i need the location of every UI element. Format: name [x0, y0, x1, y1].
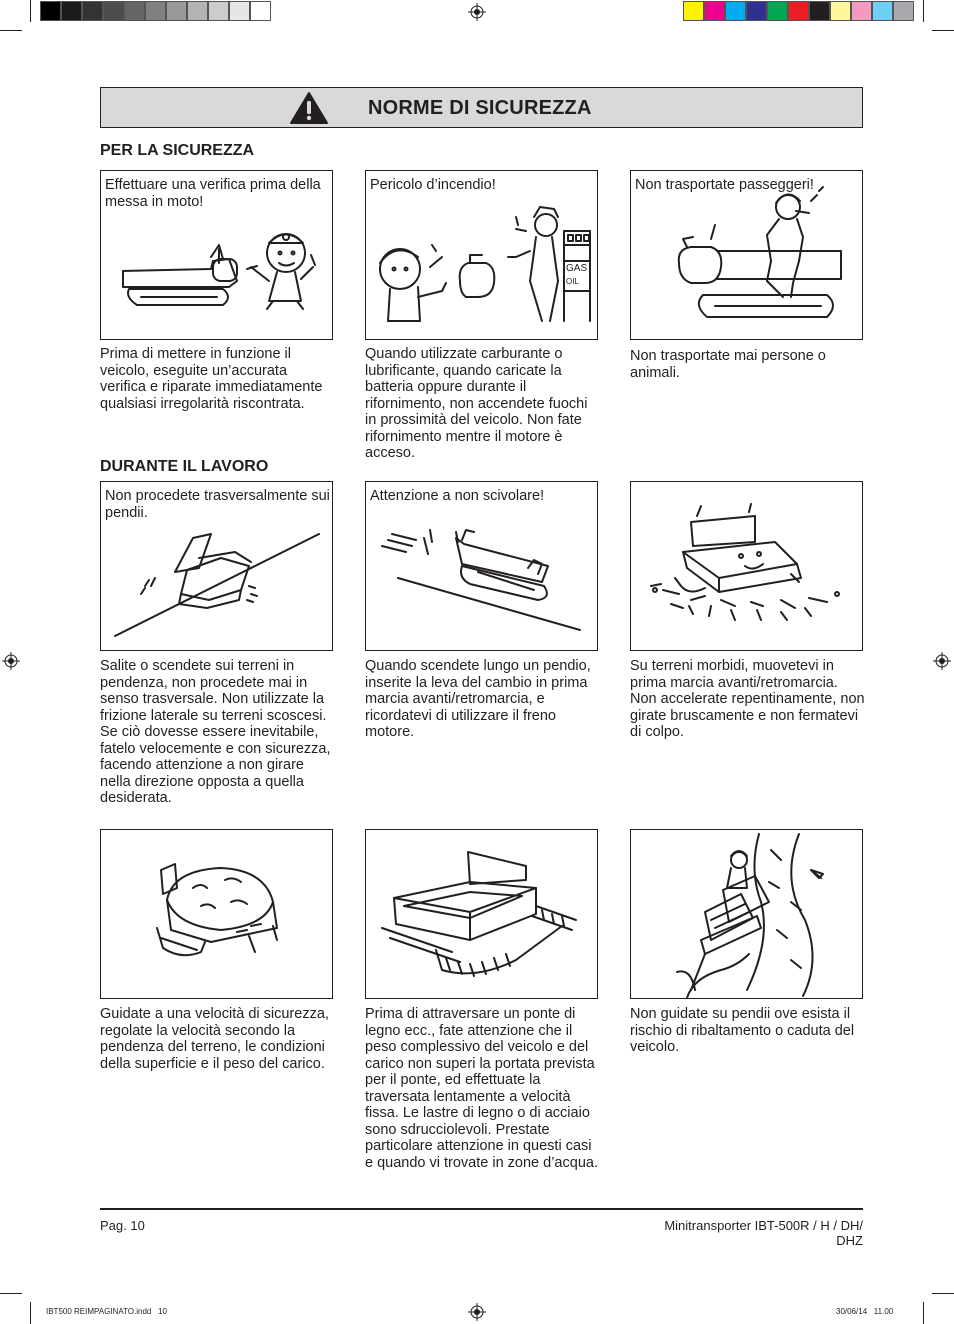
registration-mark-icon	[468, 3, 486, 21]
registration-mark-icon	[2, 652, 20, 670]
page-number: Pag. 10	[100, 1218, 145, 1233]
registration-mark-icon	[468, 1303, 486, 1321]
print-file-slug: IBT500 REIMPAGINATO.indd 10	[46, 1307, 167, 1316]
color-swatch	[767, 1, 788, 21]
color-swatch	[851, 1, 872, 21]
safe-speed-illustration	[101, 830, 333, 999]
gas-sign-text: GAS	[566, 263, 588, 274]
crop-mark	[0, 1293, 22, 1294]
panel-text: Non trasportate mai persone o animali.	[630, 348, 826, 381]
panel-text: Non guidate su pendii ove esista il rischio di ribaltamento o caduta del veicolo.	[630, 1006, 855, 1055]
model-name: Minitransporter IBT-500R / H / DH/ DHZ	[664, 1218, 863, 1248]
gray-swatch	[166, 1, 187, 21]
section-heading-work: DURANTE IL LAVORO	[100, 458, 269, 475]
color-swatch	[809, 1, 830, 21]
panel-caption: Non trasportate passeggeri!	[635, 177, 814, 193]
crop-mark	[30, 0, 31, 22]
gray-swatch	[103, 1, 124, 21]
crop-mark	[923, 0, 924, 22]
panel-text: Prima di mettere in funzione il veicolo, eseguite un’accurata verifica e riparate immediatamente qualsiasi irregolarità riscontrata.	[100, 346, 323, 412]
panel-text: Guidate a una velocità di sicurezza, regolate la velocità secondo la pendenza del terreno, le condizioni della superficie e il peso del carico.	[100, 1006, 329, 1072]
crop-mark	[932, 30, 954, 31]
footer-rule	[100, 1208, 863, 1210]
panel-caption: Non procedete trasversalmente sui pendii.	[105, 488, 330, 521]
color-swatch	[725, 1, 746, 21]
crop-mark	[30, 1302, 31, 1324]
panel-text: Quando scendete lungo un pendio, inserite la leva del cambio in prima marcia avanti/retromarcia, e ricordatevi di utilizzare il freno motore.	[365, 658, 591, 740]
illustration-panel-5	[365, 481, 598, 651]
bridge-crossing-illustration	[366, 830, 598, 999]
gray-swatch	[40, 1, 61, 21]
illustration-panel-9	[630, 829, 863, 999]
fire-hazard-illustration	[366, 171, 598, 340]
gray-swatch	[208, 1, 229, 21]
registration-mark-icon	[933, 652, 951, 670]
page-title: NORME DI SICUREZZA	[368, 97, 592, 119]
illustration-panel-6	[630, 481, 863, 651]
illustration-panel-3	[630, 170, 863, 340]
gray-swatch	[229, 1, 250, 21]
slipping-illustration	[366, 482, 598, 651]
color-swatch	[788, 1, 809, 21]
illustration-panel-4	[100, 481, 333, 651]
gray-swatch	[124, 1, 145, 21]
color-swatch	[683, 1, 704, 21]
crop-mark	[0, 30, 22, 31]
soft-ground-illustration	[631, 482, 863, 651]
panel-caption: Attenzione a non scivolare!	[370, 488, 545, 504]
color-swatch	[830, 1, 851, 21]
panel-caption: Pericolo d’incendio!	[370, 177, 496, 193]
section-heading-safety: PER LA SICUREZZA	[100, 142, 255, 159]
gray-swatch	[145, 1, 166, 21]
steep-slope-illustration	[631, 830, 863, 999]
color-swatch	[746, 1, 767, 21]
warning-triangle-icon	[289, 91, 329, 125]
crop-mark	[932, 1293, 954, 1294]
crop-mark	[923, 1302, 924, 1324]
gray-swatch	[82, 1, 103, 21]
color-swatch	[704, 1, 725, 21]
panel-text: Quando utilizzate carburante o lubrificante, quando caricate la batteria oppure durante il rifornimento, non accendete fuochi in prossimità del veicolo. Non fate rifornimento mentre il motore è acceso.	[365, 346, 588, 461]
panel-caption: Effettuare una verifica prima della messa in moto!	[105, 177, 321, 210]
panel-text: Salite o scendete sui terreni in pendenza, non procedete mai in senso trasversale. Non utilizzate la frizione laterale su terreni scoscesi. Se ciò dovesse essere inevitabile, fatelo velocemente e con sicurezza, facendo attenzione a non girare nella direzione opposta a quella desiderata.	[100, 658, 331, 806]
color-swatch	[872, 1, 893, 21]
panel-text: Prima di attraversare un ponte di legno ecc., fate attenzione che il peso complessivo del veicolo e del carico non superi la portata prevista per il ponte, ed effettuate la traversata lentamente a velocità fissa. Le lastre di legno o di acciaio sono sdrucciolevoli. Prestate particolare attenzione in questi casi e quando vi trovate in zone d’acqua.	[365, 1006, 598, 1171]
gray-swatch	[187, 1, 208, 21]
illustration-panel-8	[365, 829, 598, 999]
gray-swatch	[250, 1, 271, 21]
color-swatch	[893, 1, 914, 21]
oil-sign-text: OIL	[566, 277, 579, 286]
print-date-slug: 30/06/14 11.00	[836, 1307, 894, 1316]
panel-text: Su terreni morbidi, muovetevi in prima marcia avanti/retromarcia. Non accelerate repentinamente, non girate bruscamente e non fermatevi di colpo.	[630, 658, 865, 740]
no-passengers-illustration	[631, 171, 863, 340]
illustration-panel-1	[100, 170, 333, 340]
illustration-panel-2	[365, 170, 598, 340]
gray-swatch	[61, 1, 82, 21]
illustration-panel-7	[100, 829, 333, 999]
